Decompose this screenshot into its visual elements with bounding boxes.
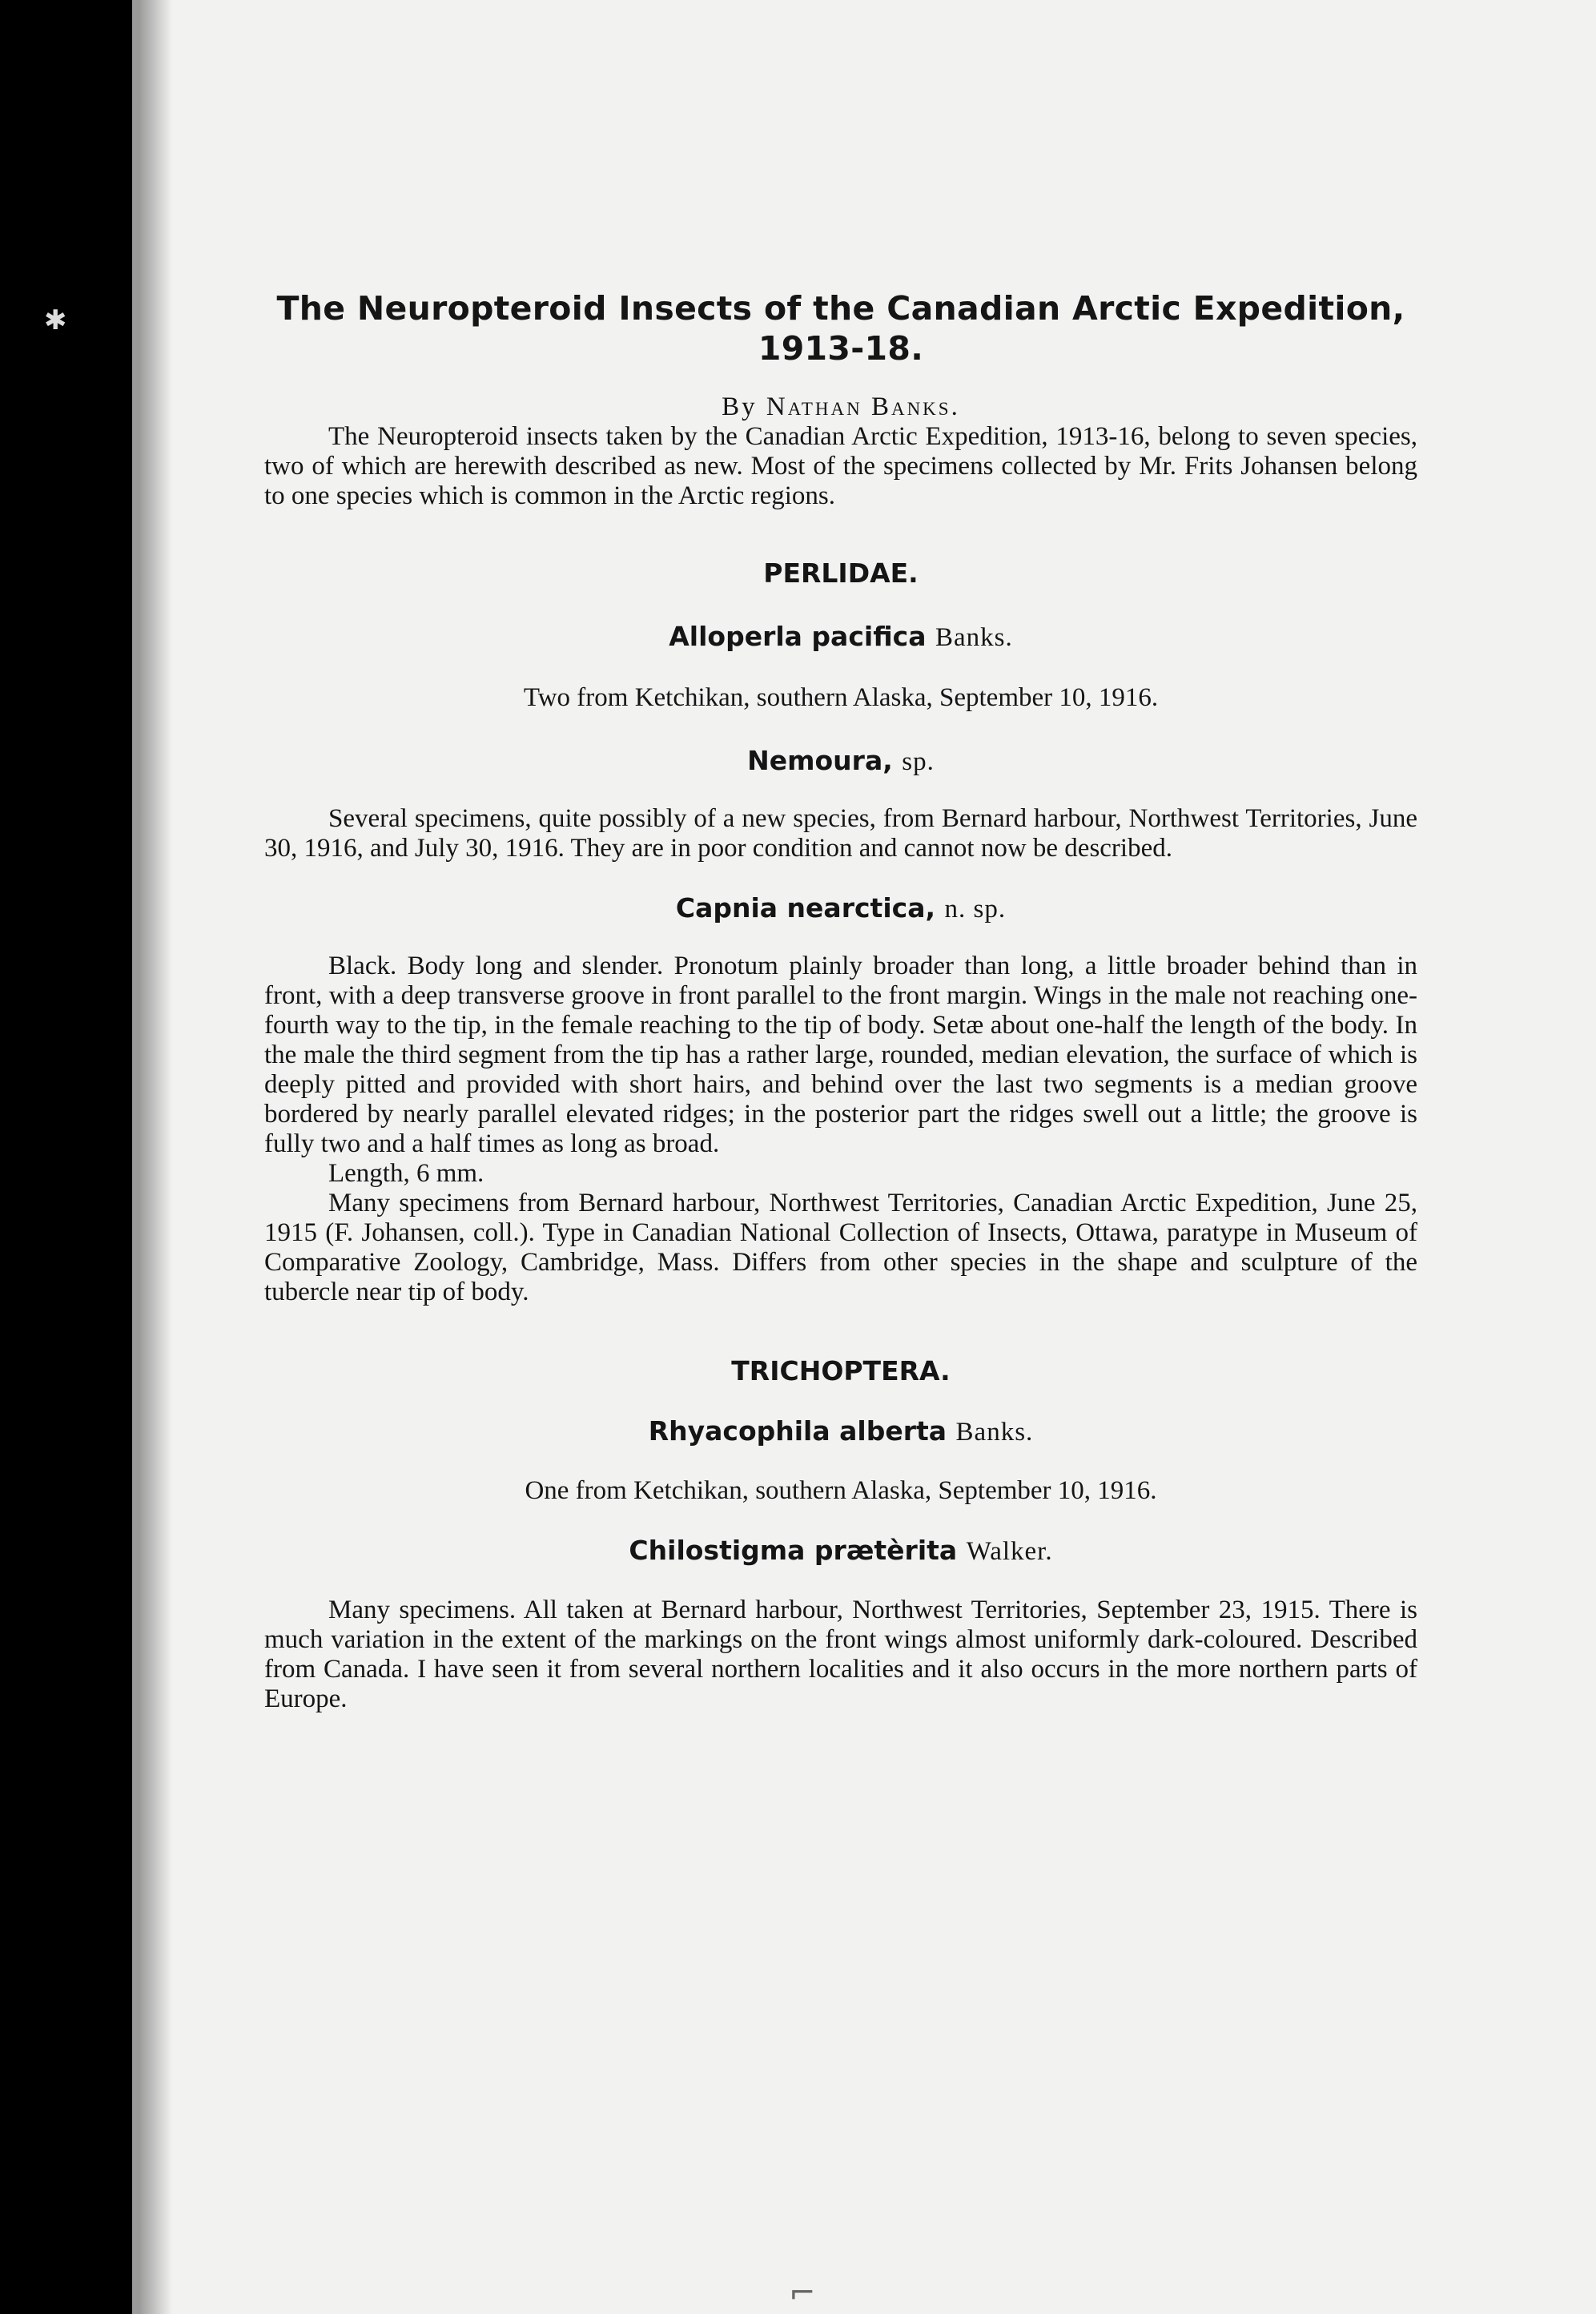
author-byline <box>264 392 1417 422</box>
species-name: Rhyacophila alberta <box>648 1415 947 1447</box>
species-name: Nemoura, <box>747 745 893 776</box>
article-body <box>264 288 1417 1714</box>
family-heading-perlidae: PERLIDAE. <box>763 557 919 589</box>
species-name: Capnia nearctica, <box>675 892 935 924</box>
scan-bottom-mark: ⌐ <box>789 2275 816 2312</box>
intro-paragraph: The Neuropteroid insects taken by the Canadian Arctic Expedition, 1913-16, belong to seven species, two of which are herewith described as new. Most of the specimens collected by Mr. Frits Johansen belong to one species which is common in the Arctic regions. <box>264 422 1417 510</box>
capnia-records: Many specimens from Bernard harbour, Northwest Territories, Canadian Arctic Expedition, June 25, 1915 (F. Johansen, coll.). Type in Canadian National Collection of Insects, Ottawa, paratype in Museum of Comparative Zoology, Cambridge, Mass. Differs from other species in the shape and sculpture of the tubercle near tip of body. <box>264 1189 1417 1306</box>
species-name: Alloperla pacifica <box>669 621 927 652</box>
alloperla-record: Two from Ketchikan, southern Alaska, September 10, 1916. <box>523 683 1159 712</box>
species-author: n. sp. <box>944 895 1007 924</box>
species-heading-nemoura <box>264 745 1417 777</box>
species-heading-chilostigma <box>264 1535 1417 1567</box>
rhyacophila-record: One from Ketchikan, southern Alaska, September 10, 1916. <box>525 1476 1157 1505</box>
article-title-line1: The Neuropteroid Insects of the Canadian Arctic Expedition, <box>276 289 1405 328</box>
page-gutter-shadow <box>140 0 172 2314</box>
species-author: sp. <box>902 747 935 776</box>
article-title <box>264 288 1417 368</box>
species-heading-rhyacophila <box>264 1415 1417 1447</box>
species-heading-capnia <box>264 892 1417 924</box>
byline-prefix: By <box>722 392 758 421</box>
article-title-line2: 1913-18. <box>758 329 924 368</box>
chilostigma-paragraph: Many specimens. All taken at Bernard harbour, Northwest Territories, September 23, 1915. There is much variation in the extent of the markings on the front wings almost uniformly dark-coloured. Described from Canada. I have seen it from several northern localities and it also occurs in the more northern parts of Europe. <box>264 1596 1417 1713</box>
species-author: Banks. <box>935 623 1013 652</box>
species-heading-alloperla <box>264 621 1417 653</box>
capnia-description: Black. Body long and slender. Pronotum plainly broader than long, a little broader behind than in front, with a deep transverse groove in front parallel to the front margin. Wings in the male not reaching one-fourth way to the tip, in the female reaching to the tip of body. Setæ about one-half the length of the body. In the male the third segment from the tip has a rather large, rounded, median elevation, the surface of which is deeply pitted and provided with short hairs, and behind over the last two segments is a median groove bordered by nearly parallel elevated ridges; in the posterior part the ridges swell out a little; the groove is fully two and a half times as long as broad. <box>264 952 1417 1158</box>
nemoura-paragraph: Several specimens, quite possibly of a new species, from Bernard harbour, Northwest Territories, June 30, 1916, and July 30, 1916. They are in poor condition and cannot now be described. <box>264 804 1417 863</box>
author-name: Nathan Banks. <box>766 392 960 421</box>
species-name: Chilostigma prætèrita <box>629 1535 958 1566</box>
scan-speck-mark: ✱ <box>44 304 67 336</box>
capnia-length: Length, 6 mm. <box>328 1159 484 1188</box>
species-author: Banks. <box>955 1418 1034 1447</box>
species-author: Walker. <box>966 1537 1053 1566</box>
family-heading-trichoptera: TRICHOPTERA. <box>731 1355 951 1386</box>
